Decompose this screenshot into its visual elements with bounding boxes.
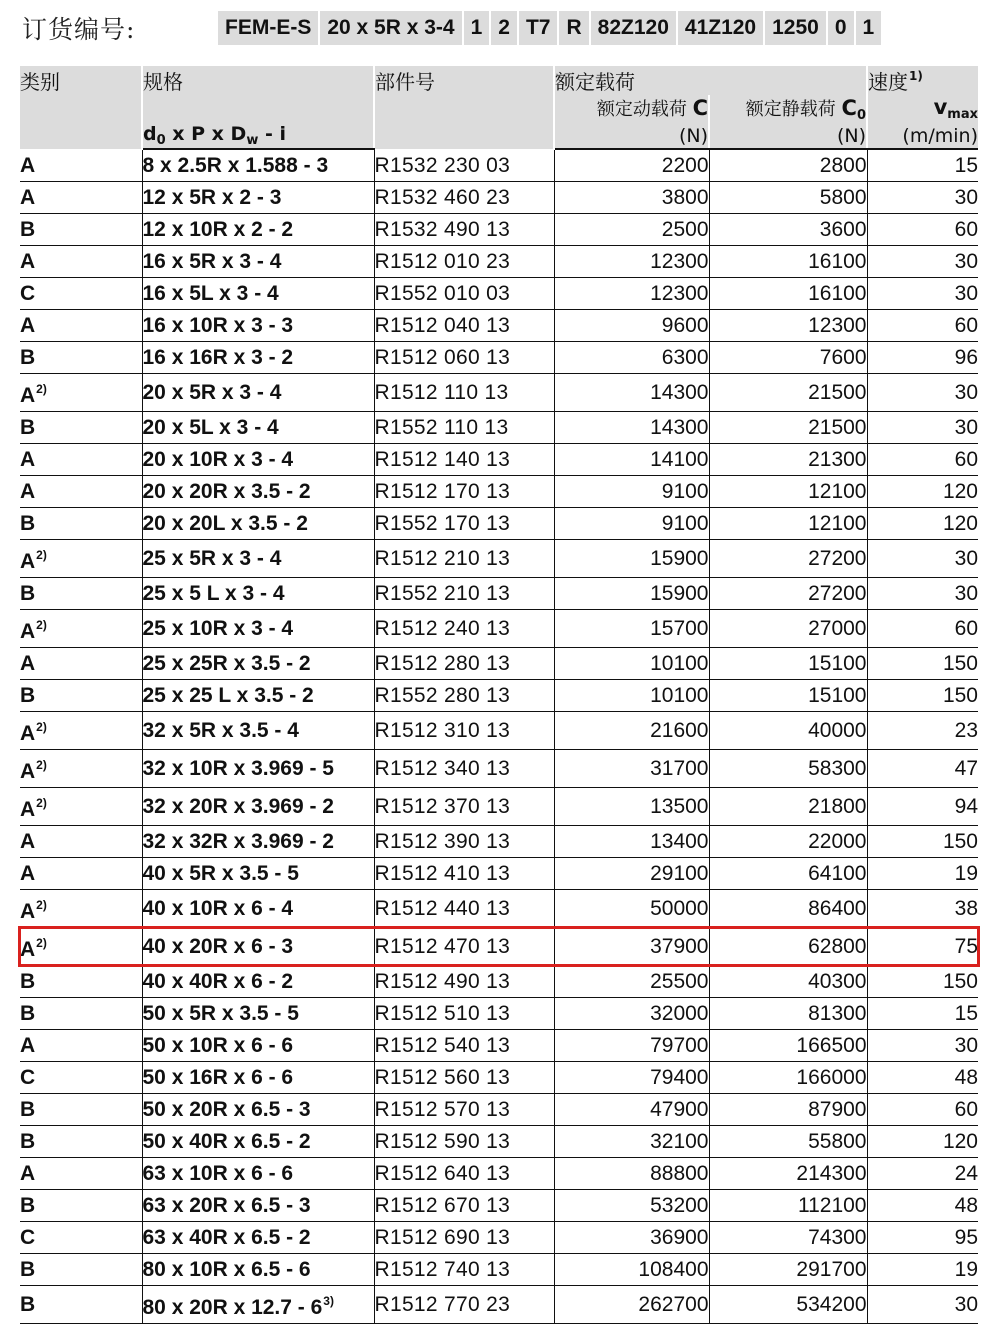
order-code-segments [218, 11, 881, 45]
cell-part-no: R1512 690 13 [374, 1222, 554, 1254]
cell-dynamic-load: 88800 [554, 1158, 709, 1190]
cell-category: B [20, 412, 142, 444]
cell-category: A [20, 648, 142, 680]
cell-spec: 50 x 40R x 6.5 - 2 [142, 1126, 374, 1158]
cell-dynamic-load: 29100 [554, 858, 709, 890]
cell-dynamic-load: 10100 [554, 680, 709, 712]
cell-spec: 20 x 5L x 3 - 4 [142, 412, 374, 444]
table-row [20, 246, 978, 278]
cell-spec: 16 x 5L x 3 - 4 [142, 278, 374, 310]
cell-category: C [20, 1222, 142, 1254]
cell-spec: 25 x 10R x 3 - 4 [142, 610, 374, 648]
cell-static-load: 27200 [709, 578, 867, 610]
cell-spec: 63 x 10R x 6 - 6 [142, 1158, 374, 1190]
cell-spec: 32 x 32R x 3.969 - 2 [142, 826, 374, 858]
table-row [20, 1126, 978, 1158]
cell-spec: 25 x 25R x 3.5 - 2 [142, 648, 374, 680]
cell-part-no: R1512 110 13 [374, 374, 554, 412]
header-static-load: 额定静载荷 $C_0$ [709, 95, 867, 123]
cell-part-no: R1512 670 13 [374, 1190, 554, 1222]
cell-spec: 25 x 5 L x 3 - 4 [142, 578, 374, 610]
table-row [20, 750, 978, 788]
cell-dynamic-load: 14300 [554, 374, 709, 412]
table-row [20, 1030, 978, 1062]
cell-speed: 150 [867, 966, 978, 998]
cell-dynamic-load: 15900 [554, 540, 709, 578]
cell-spec: 63 x 20R x 6.5 - 3 [142, 1190, 374, 1222]
cell-dynamic-load: 13500 [554, 788, 709, 826]
cell-dynamic-load: 12300 [554, 278, 709, 310]
cell-speed: 60 [867, 214, 978, 246]
order-code-segment: 20 x 5R x 3-4 [320, 11, 463, 45]
cell-static-load: 27200 [709, 540, 867, 578]
cell-dynamic-load: 36900 [554, 1222, 709, 1254]
cell-part-no: R1512 370 13 [374, 788, 554, 826]
cell-spec: 32 x 20R x 3.969 - 2 [142, 788, 374, 826]
cell-category: A$^{2)}$ [20, 928, 142, 966]
cell-category: A [20, 444, 142, 476]
cell-spec: 32 x 10R x 3.969 - 5 [142, 750, 374, 788]
cell-spec: 16 x 10R x 3 - 3 [142, 310, 374, 342]
cell-category: A [20, 1158, 142, 1190]
cell-spec: 63 x 40R x 6.5 - 2 [142, 1222, 374, 1254]
cell-static-load: 40000 [709, 712, 867, 750]
cell-dynamic-load: 14300 [554, 412, 709, 444]
footnote-marker: 2) [36, 898, 47, 912]
cell-dynamic-load: 14100 [554, 444, 709, 476]
cell-dynamic-load: 21600 [554, 712, 709, 750]
cell-part-no: R1512 540 13 [374, 1030, 554, 1062]
cell-static-load: 7600 [709, 342, 867, 374]
cell-speed: 60 [867, 610, 978, 648]
table-row [20, 342, 978, 374]
table-row [20, 890, 978, 928]
cell-category: B [20, 508, 142, 540]
cell-spec: 12 x 10R x 2 - 2 [142, 214, 374, 246]
order-code-segment: T7 [519, 11, 560, 45]
cell-part-no: R1512 740 13 [374, 1254, 554, 1286]
cell-static-load: 214300 [709, 1158, 867, 1190]
cell-speed: 15 [867, 998, 978, 1030]
cell-static-load: 3600 [709, 214, 867, 246]
table-row [20, 1158, 978, 1190]
table-row [20, 680, 978, 712]
cell-speed: 30 [867, 278, 978, 310]
cell-category: B [20, 1190, 142, 1222]
cell-speed: 24 [867, 1158, 978, 1190]
table-row [20, 1222, 978, 1254]
cell-speed: 48 [867, 1062, 978, 1094]
cell-static-load: 22000 [709, 826, 867, 858]
table-row [20, 1190, 978, 1222]
cell-dynamic-load: 10100 [554, 648, 709, 680]
table-row [20, 149, 978, 182]
cell-dynamic-load: 25500 [554, 966, 709, 998]
cell-part-no: R1512 390 13 [374, 826, 554, 858]
table-row [20, 610, 978, 648]
cell-category: A$^{2)}$ [20, 712, 142, 750]
cell-speed: 60 [867, 1094, 978, 1126]
cell-spec: 80 x 10R x 6.5 - 6 [142, 1254, 374, 1286]
footnote-marker: 2) [36, 796, 47, 810]
cell-category: B [20, 1286, 142, 1324]
cell-dynamic-load: 15900 [554, 578, 709, 610]
cell-speed: 15 [867, 149, 978, 182]
table-row [20, 412, 978, 444]
cell-category: B [20, 342, 142, 374]
cell-dynamic-load: 3800 [554, 182, 709, 214]
cell-category: A [20, 310, 142, 342]
cell-spec: 50 x 20R x 6.5 - 3 [142, 1094, 374, 1126]
cell-part-no: R1512 770 23 [374, 1286, 554, 1324]
table-row [20, 928, 978, 966]
cell-static-load: 2800 [709, 149, 867, 182]
table-row [20, 182, 978, 214]
cell-dynamic-load: 13400 [554, 826, 709, 858]
cell-static-load: 15100 [709, 648, 867, 680]
cell-speed: 120 [867, 508, 978, 540]
cell-static-load: 86400 [709, 890, 867, 928]
cell-category: B [20, 680, 142, 712]
cell-spec: 32 x 5R x 3.5 - 4 [142, 712, 374, 750]
table-row [20, 998, 978, 1030]
cell-category: B [20, 998, 142, 1030]
order-code-segment: 2 [491, 11, 519, 45]
cell-dynamic-load: 79700 [554, 1030, 709, 1062]
cell-part-no: R1512 010 23 [374, 246, 554, 278]
cell-static-load: 62800 [709, 928, 867, 966]
cell-part-no: R1552 170 13 [374, 508, 554, 540]
table-row [20, 788, 978, 826]
cell-spec: 20 x 10R x 3 - 4 [142, 444, 374, 476]
cell-static-load: 12100 [709, 476, 867, 508]
cell-part-no: R1512 590 13 [374, 1126, 554, 1158]
cell-static-load: 166000 [709, 1062, 867, 1094]
cell-spec: 20 x 5R x 3 - 4 [142, 374, 374, 412]
table-row [20, 826, 978, 858]
ball-screw-spec-table [20, 66, 978, 1324]
order-code-segment: 41Z120 [678, 11, 765, 45]
order-code-segment: 1 [464, 11, 492, 45]
cell-dynamic-load: 47900 [554, 1094, 709, 1126]
cell-speed: 30 [867, 540, 978, 578]
cell-spec: 40 x 5R x 3.5 - 5 [142, 858, 374, 890]
cell-part-no: R1512 470 13 [374, 928, 554, 966]
order-code-segment: 0 [828, 11, 856, 45]
cell-static-load: 87900 [709, 1094, 867, 1126]
cell-spec: 16 x 16R x 3 - 2 [142, 342, 374, 374]
cell-spec: 25 x 25 L x 3.5 - 2 [142, 680, 374, 712]
cell-category: A$^{2)}$ [20, 750, 142, 788]
cell-spec: 80 x 20R x 12.7 - 6$^{3)}$ [142, 1286, 374, 1324]
cell-static-load: 27000 [709, 610, 867, 648]
cell-static-load: 74300 [709, 1222, 867, 1254]
table-row [20, 1286, 978, 1324]
cell-dynamic-load: 31700 [554, 750, 709, 788]
cell-category: B [20, 1254, 142, 1286]
header-spec: 规格 [142, 66, 374, 123]
cell-spec: 25 x 5R x 3 - 4 [142, 540, 374, 578]
cell-speed: 30 [867, 578, 978, 610]
cell-static-load: 5800 [709, 182, 867, 214]
cell-speed: 47 [867, 750, 978, 788]
table-row [20, 578, 978, 610]
cell-static-load: 21500 [709, 374, 867, 412]
cell-speed: 23 [867, 712, 978, 750]
table-row [20, 966, 978, 998]
speed-footnote: 1) [909, 69, 923, 83]
cell-static-load: 81300 [709, 998, 867, 1030]
header-dynamic-load: 额定动载荷 C [554, 95, 709, 123]
cell-static-load: 64100 [709, 858, 867, 890]
cell-category: B [20, 578, 142, 610]
cell-part-no: R1512 570 13 [374, 1094, 554, 1126]
cell-dynamic-load: 9600 [554, 310, 709, 342]
cell-dynamic-load: 2200 [554, 149, 709, 182]
cell-dynamic-load: 50000 [554, 890, 709, 928]
cell-speed: 60 [867, 444, 978, 476]
cell-speed: 120 [867, 476, 978, 508]
cell-speed: 30 [867, 374, 978, 412]
footnote-marker: 2) [36, 758, 47, 772]
cell-category: A$^{2)}$ [20, 788, 142, 826]
unit-dynamic: (N) [554, 123, 709, 149]
cell-dynamic-load: 15700 [554, 610, 709, 648]
order-number-label: 订货编号: [22, 15, 136, 44]
order-code-segment: FEM-E-S [218, 11, 320, 45]
order-code-segment: 1 [862, 16, 875, 39]
cell-dynamic-load: 32000 [554, 998, 709, 1030]
cell-part-no: R1552 210 13 [374, 578, 554, 610]
footnote-marker: 2) [36, 936, 47, 950]
order-code-segment: R [559, 11, 590, 45]
cell-category: B [20, 1126, 142, 1158]
cell-part-no: R1512 040 13 [374, 310, 554, 342]
cell-part-no: R1512 490 13 [374, 966, 554, 998]
header-category: 类别 [20, 66, 142, 149]
cell-category: B [20, 214, 142, 246]
cell-spec: 50 x 10R x 6 - 6 [142, 1030, 374, 1062]
cell-speed: 60 [867, 310, 978, 342]
header-part-no: 部件号 [374, 66, 554, 149]
dynamic-load-symbol: C [692, 96, 708, 120]
cell-spec: 12 x 5R x 2 - 3 [142, 182, 374, 214]
cell-static-load: 21800 [709, 788, 867, 826]
cell-dynamic-load: 37900 [554, 928, 709, 966]
cell-dynamic-load: 9100 [554, 476, 709, 508]
header-speed: 速度$^{1)}$ [867, 66, 978, 95]
cell-speed: 75 [867, 928, 978, 966]
cell-part-no: R1552 110 13 [374, 412, 554, 444]
cell-static-load: 166500 [709, 1030, 867, 1062]
cell-spec: 50 x 5R x 3.5 - 5 [142, 998, 374, 1030]
cell-static-load: 15100 [709, 680, 867, 712]
table-row [20, 508, 978, 540]
cell-spec: 8 x 2.5R x 1.588 - 3 [142, 149, 374, 182]
footnote-marker: 3) [323, 1294, 334, 1308]
cell-dynamic-load: 9100 [554, 508, 709, 540]
cell-speed: 30 [867, 412, 978, 444]
cell-static-load: 16100 [709, 246, 867, 278]
cell-spec: 50 x 16R x 6 - 6 [142, 1062, 374, 1094]
cell-spec: 40 x 10R x 6 - 4 [142, 890, 374, 928]
cell-static-load: 55800 [709, 1126, 867, 1158]
cell-spec: 20 x 20L x 3.5 - 2 [142, 508, 374, 540]
cell-part-no: R1512 240 13 [374, 610, 554, 648]
cell-dynamic-load: 108400 [554, 1254, 709, 1286]
cell-speed: 19 [867, 858, 978, 890]
cell-part-no: R1512 210 13 [374, 540, 554, 578]
cell-static-load: 21300 [709, 444, 867, 476]
table-row [20, 1094, 978, 1126]
cell-static-load: 12100 [709, 508, 867, 540]
header-load-rating: 额定载荷 [554, 66, 867, 95]
cell-speed: 150 [867, 680, 978, 712]
cell-part-no: R1512 310 13 [374, 712, 554, 750]
cell-speed: 30 [867, 182, 978, 214]
cell-static-load: 12300 [709, 310, 867, 342]
table-row [20, 476, 978, 508]
table-row [20, 540, 978, 578]
table-row [20, 214, 978, 246]
header-spec-formula: $d_0$ x P x $D_w$ - i [142, 123, 374, 149]
cell-speed: 38 [867, 890, 978, 928]
cell-part-no: R1532 460 23 [374, 182, 554, 214]
static-load-symbol: $C_0$ [841, 96, 866, 123]
cell-part-no: R1512 510 13 [374, 998, 554, 1030]
cell-category: A [20, 149, 142, 182]
cell-speed: 30 [867, 1286, 978, 1324]
footnote-marker: 2) [36, 618, 47, 632]
cell-category: B [20, 966, 142, 998]
cell-static-load: 16100 [709, 278, 867, 310]
cell-category: A [20, 1030, 142, 1062]
cell-part-no: R1552 280 13 [374, 680, 554, 712]
table-row [20, 712, 978, 750]
cell-category: A [20, 476, 142, 508]
cell-speed: 30 [867, 246, 978, 278]
cell-category: A$^{2)}$ [20, 374, 142, 412]
header-vmax: $v_{max}$ [867, 95, 978, 123]
cell-dynamic-load: 12300 [554, 246, 709, 278]
cell-speed: 96 [867, 342, 978, 374]
cell-category: A$^{2)}$ [20, 890, 142, 928]
cell-category: A$^{2)}$ [20, 540, 142, 578]
cell-part-no: R1512 640 13 [374, 1158, 554, 1190]
cell-static-load: 534200 [709, 1286, 867, 1324]
footnote-marker: 2) [36, 548, 47, 562]
order-code-segment: 1250 [765, 11, 828, 45]
order-number-bar [22, 10, 881, 46]
table-row [20, 310, 978, 342]
order-code-segment: 82Z120 [591, 11, 678, 45]
cell-dynamic-load: 262700 [554, 1286, 709, 1324]
cell-static-load: 21500 [709, 412, 867, 444]
cell-dynamic-load: 79400 [554, 1062, 709, 1094]
cell-category: A$^{2)}$ [20, 610, 142, 648]
cell-spec: 40 x 40R x 6 - 2 [142, 966, 374, 998]
cell-part-no: R1512 060 13 [374, 342, 554, 374]
cell-speed: 94 [867, 788, 978, 826]
cell-dynamic-load: 53200 [554, 1190, 709, 1222]
cell-part-no: R1532 230 03 [374, 149, 554, 182]
cell-category: A [20, 246, 142, 278]
cell-dynamic-load: 32100 [554, 1126, 709, 1158]
cell-part-no: R1532 490 13 [374, 214, 554, 246]
cell-spec: 20 x 20R x 3.5 - 2 [142, 476, 374, 508]
cell-static-load: 112100 [709, 1190, 867, 1222]
cell-part-no: R1552 010 03 [374, 278, 554, 310]
cell-part-no: R1512 170 13 [374, 476, 554, 508]
unit-speed: (m/min) [867, 123, 978, 149]
cell-dynamic-load: 2500 [554, 214, 709, 246]
cell-static-load: 40300 [709, 966, 867, 998]
footnote-marker: 2) [36, 382, 47, 396]
cell-speed: 95 [867, 1222, 978, 1254]
unit-static: (N) [709, 123, 867, 149]
cell-speed: 150 [867, 648, 978, 680]
cell-category: A [20, 858, 142, 890]
cell-category: B [20, 1094, 142, 1126]
table-row [20, 374, 978, 412]
cell-dynamic-load: 6300 [554, 342, 709, 374]
cell-speed: 19 [867, 1254, 978, 1286]
cell-static-load: 291700 [709, 1254, 867, 1286]
table-row [20, 278, 978, 310]
table-row [20, 1062, 978, 1094]
cell-category: A [20, 182, 142, 214]
table-row [20, 858, 978, 890]
cell-category: C [20, 1062, 142, 1094]
cell-speed: 150 [867, 826, 978, 858]
table-row [20, 444, 978, 476]
cell-spec: 40 x 20R x 6 - 3 [142, 928, 374, 966]
cell-speed: 48 [867, 1190, 978, 1222]
cell-category: C [20, 278, 142, 310]
cell-part-no: R1512 140 13 [374, 444, 554, 476]
cell-part-no: R1512 340 13 [374, 750, 554, 788]
cell-category: A [20, 826, 142, 858]
cell-part-no: R1512 280 13 [374, 648, 554, 680]
cell-spec: 16 x 5R x 3 - 4 [142, 246, 374, 278]
table-row [20, 1254, 978, 1286]
cell-static-load: 58300 [709, 750, 867, 788]
cell-speed: 120 [867, 1126, 978, 1158]
footnote-marker: 2) [36, 720, 47, 734]
cell-part-no: R1512 560 13 [374, 1062, 554, 1094]
cell-speed: 30 [867, 1030, 978, 1062]
cell-part-no: R1512 410 13 [374, 858, 554, 890]
cell-part-no: R1512 440 13 [374, 890, 554, 928]
table-row [20, 648, 978, 680]
